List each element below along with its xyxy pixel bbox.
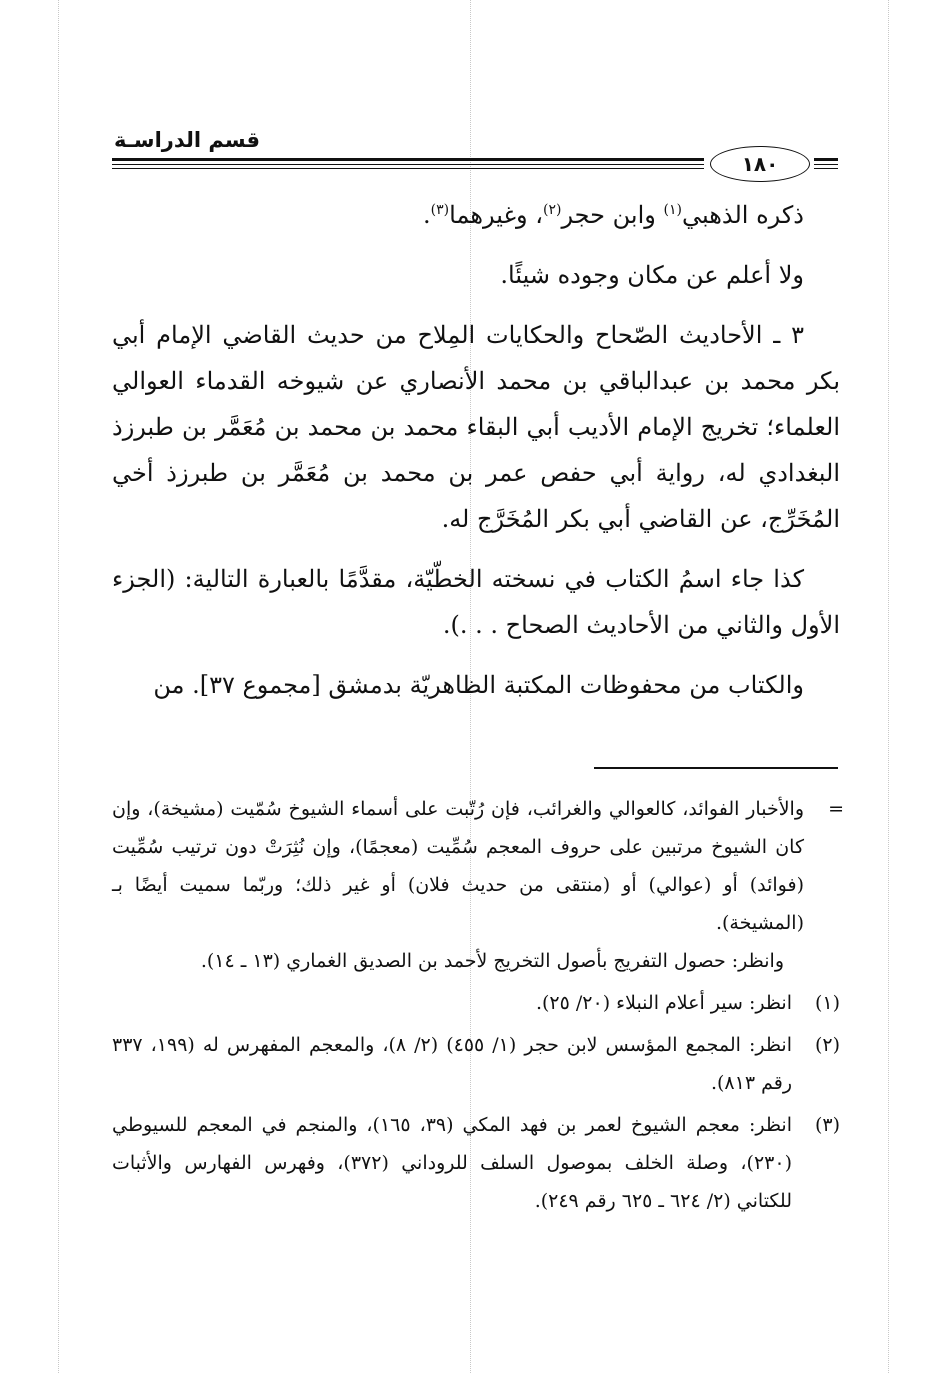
- footnotes: [112, 790, 844, 1220]
- text-run: ذكره الذهبي: [681, 201, 804, 229]
- header-rule: [814, 158, 838, 161]
- footnote-text: انظر: سير أعلام النبلاء (٢٠/ ٢٥).: [535, 992, 792, 1014]
- footnote-text: والأخبار الفوائد، كالعوالي والغرائب، فإن رُتّبت على أسماء الشيوخ سُمّيت (مشيخة)، وإن كان الشيوخ مرتبين على حروف المعجم سُمِّيت (معجمًا)، وإن نُثِرَتْ دون ترتيب سُمِّيت (فوائد) أو (عوالي) أو (منتقى من حديث فلان) أو غير ذلك؛ وربّما سميت أيضًا بـ (المشيخة).: [112, 798, 804, 934]
- paragraph: ٣ ـ الأحاديث الصّحاح والحكايات المِلاح من حديث القاضي الإمام أبي بكر محمد بن عبدالباقي بن محمد الأنصاري عن شيوخه القدماء العوالي العلماء؛ تخريج الإمام الأديب أبي البقاء محمد بن محمد بن مُعَمَّر بن طبرزذ البغدادي له، رواية أبي حفص عمر بن محمد بن مُعَمَّر بن طبرزذ أخي المُخَرِّج، عن القاضي أبي بكر المُخَرَّج له.: [112, 321, 840, 533]
- footnote-text: انظر: معجم الشيوخ لعمر بن فهد المكي (٣٩، ١٦٥)، والمنجم في المعجم للسيوطي (٢٣٠)، وصلة الخلف بموصول السلف للروداني (٣٧٢)، وفهرس الفهارس والأثبات للكتاني (٢/ ٦٢٤ ـ ٦٢٥ رقم ٢٤٩).: [112, 1114, 792, 1212]
- text-run: وابن حجر: [561, 201, 664, 229]
- footnote-item: [112, 1106, 840, 1220]
- paragraph: [112, 192, 840, 238]
- footnote-text: انظر: المجمع المؤسس لابن حجر (١/ ٤٥٥) (٢/ ٨)، والمعجم المفهرس له (١٩٩، ٣٣٧ رقم ٨١٣).: [112, 1034, 792, 1094]
- footnote-ref: (٢): [542, 202, 562, 218]
- header-rule: [814, 164, 838, 165]
- continuation-mark: =: [828, 798, 844, 820]
- header-rule: [112, 168, 704, 169]
- main-text: [112, 192, 840, 708]
- paragraph: كذا جاء اسمُ الكتاب في نسخته الخطّيّة، مقدَّمًا بالعبارة التالية: (الجزء الأول والثاني من الأحاديث الصحاح . . .).: [112, 565, 840, 639]
- footnote-continuation: [112, 790, 844, 980]
- paragraph: ولا أعلم عن مكان وجوده شيئًا.: [500, 261, 804, 289]
- footnote-number: (٢): [814, 1034, 840, 1056]
- footnote-item: [112, 1026, 840, 1102]
- footnote-number: (١): [814, 992, 840, 1014]
- footnote-separator: [594, 767, 838, 769]
- footnote-text: وانظر: حصول التفريج بأصول التخريج لأحمد بن الصديق الغماري (١٣ ـ ١٤).: [200, 950, 784, 972]
- header-rule: [112, 164, 704, 165]
- scan-guide-line: [58, 0, 59, 1373]
- header-rule: [112, 158, 704, 161]
- scan-guide-line: [888, 0, 889, 1373]
- text-run: ، وغيرهما: [449, 201, 543, 229]
- footnote-item: [112, 984, 840, 1022]
- page-number: ١٨٠: [710, 146, 810, 182]
- header-rule: [814, 168, 838, 169]
- footnote-number: (٣): [814, 1114, 840, 1136]
- running-title: قسم الدراسـة: [114, 128, 260, 152]
- footnote-ref: (٣): [430, 202, 450, 218]
- paragraph: والكتاب من محفوظات المكتبة الظاهريّة بدمشق [مجموع ٣٧]. من: [153, 671, 804, 699]
- text-run: .: [423, 201, 431, 229]
- footnote-ref: (١): [663, 202, 682, 218]
